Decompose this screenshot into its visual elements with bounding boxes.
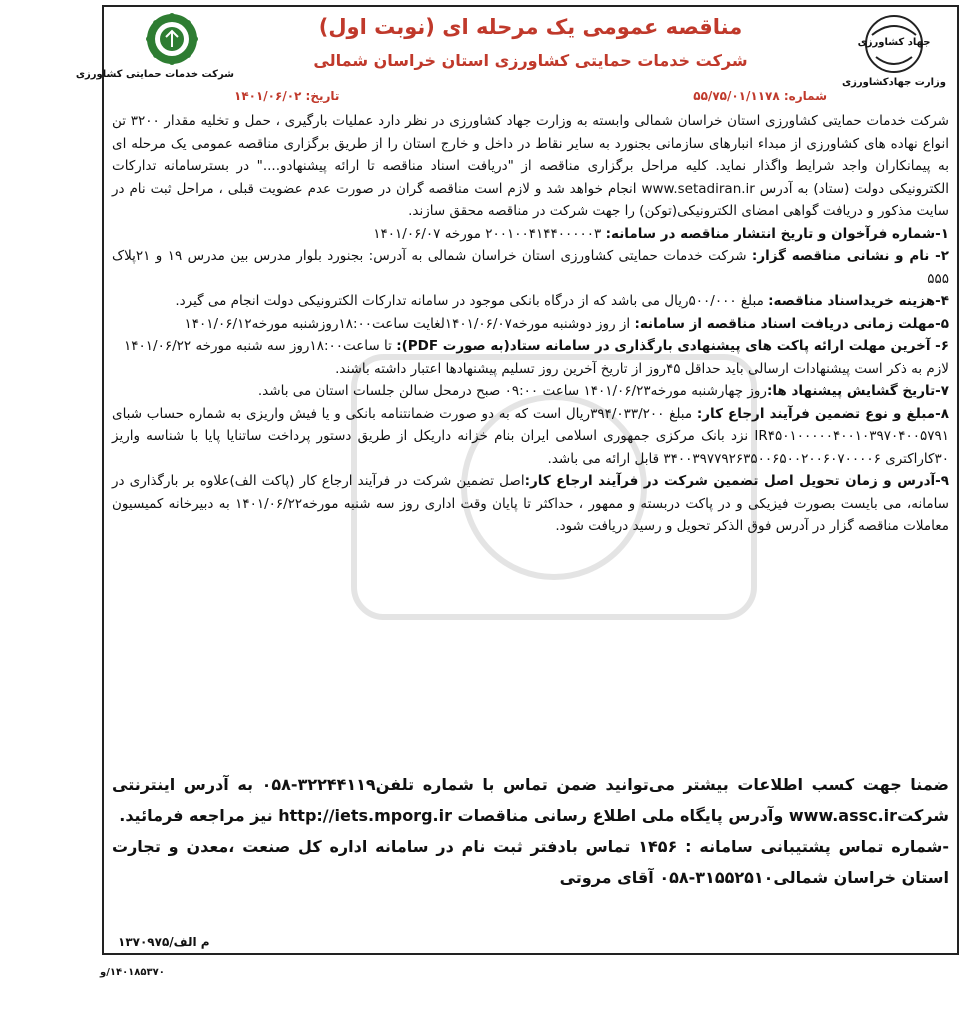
item-4-text: مبلغ ۵۰۰/۰۰۰ریال می باشد که از درگاه بانکی موجود در سامانه تدارکات الکترونیکی دولت انجام می گیرد.: [175, 293, 764, 309]
item-5: [112, 313, 949, 336]
ministry-logo-text: جهاد کشاورزی: [857, 37, 931, 48]
company-logo: [75, 11, 234, 80]
item-7-text: روز چهارشنبه مورخه۱۴۰۱/۰۶/۲۳ ساعت ۰۹:۰۰ صبح درمحل سالن جلسات استان می باشد.: [257, 383, 767, 399]
item-6-text: تا ساعت۱۸:۰۰روز سه شنبه مورخه ۱۴۰۱/۰۶/۲۲: [124, 338, 392, 354]
company-emblem-icon: [144, 11, 200, 67]
item-9-text: اصل تضمین شرکت در فرآیند ارجاع کار (پاکت الف)علاوه بر بارگذاری در سامانه، می بایست بصورت فیزیکی و در پاکت دربسته و ممهور ، حداکثر تا پایان وقت اداری روز سه شنبه مورخه۱۴۰۱/۰۶/۲۲ به دبیرخانه کمیسیون معاملات مناقصه گزار در آدرس فوق الذکر تحویل و رسید دریافت شود.: [112, 473, 949, 534]
item-9: [112, 470, 949, 538]
item-5-text: از روز دوشنبه مورخه۱۴۰۱/۰۶/۰۷لغایت ساعت۱۸:۰۰روزشنبه مورخه۱۴۰۱/۰۶/۱۲: [184, 315, 631, 332]
item-2-label: ۲- نام و نشانی مناقصه گزار:: [751, 248, 949, 264]
support-info: -شماره تماس پشتیبانی سامانه : ۱۴۵۶ تماس بادفتر ثبت نام در سامانه اداره کل صنعت ،معدن و تجارت استان خراسان شمالی۳۱۵۵۲۵۱۰-۰۵۸ آقای مروتی: [112, 837, 950, 887]
item-4-label: ۴-هزینه خریداسناد مناقصه:: [768, 293, 949, 309]
intro-paragraph: شرکت خدمات حمایتی کشاورزی استان خراسان شمالی وابسته به وزارت جهاد کشاورزی در نظر دارد عملیات بارگیری ، حمل و تخلیه مقدار ۳۲۰۰ تن انواع نهاده های کشاورزی از مبداء انبارهای سازمانی بجنورد به سایر نقاط در داخل و خارج استان را از طریق برگزاری مناقصه عمومی یک مرحله ای به پیمانکاران واجد شرایط واگذار نماید. کلیه مراحل برگزاری مناقصه از "دریافت اسناد مناقصه تا ارائه پیشنهادو...." در بسترسامانه تدارکات الکترونیکی دولت (ستاد) به آدرس www.setadiran.ir انجام خواهد شد و لازم است مناقصه گران در صورت عدم عضویت قبلی ، مراحل ثبت نام در سایت مذکور و دریافت گواهی امضای الکترونیکی(توکن) را جهت شرکت در مناقصه محقق سازند.: [112, 113, 950, 219]
item-9-label: ۹-آدرس و زمان تحویل اصل تضمین شرکت در فرآیند ارجاع کار:: [524, 473, 949, 489]
item-8-label: ۸-مبلغ و نوع تضمین فرآیند ارجاع کار:: [696, 405, 949, 422]
contact-info: ضمنا جهت کسب اطلاعات بیشتر می‌توانید ضمن تماس با شماره تلفن۳۲۲۴۴۱۱۹-۰۵۸ به آدرس اینترنتی شرکتwww.assc.ir وآدرس پایگاه ملی اطلاع رسانی مناقصات http://iets.mporg.ir نیز مراجعه فرمائید.: [112, 775, 950, 825]
item-1: [112, 223, 949, 246]
company-logo-caption: شرکت خدمات حمایتی کشاورزی: [75, 69, 234, 80]
footer-number: ۱۴۰۱۸۵۳۷۰/و: [100, 967, 165, 978]
item-7: [112, 380, 949, 403]
announcement-body: [112, 110, 949, 538]
ministry-logo: [839, 13, 949, 88]
item-8-text: مبلغ ۳۹۴/۰۳۳/۲۰۰ریال است که به دو صورت ضمانتنامه بانکی و یا فیش واریزی به شماره حساب شبای IR۴۵۰۱۰۰۰۰۰۴۰۰۱۰۳۹۷۰۴۰۰۵۷۹۱ نزد بانک مرکزی جمهوری اسلامی ایران بنام خزانه داریکل از طریق دستور پرداخت ساتنایا پایا با شناسه واریز ۳۰کاراکتری ۳۴۰۰۳۹۷۷۹۲۶۳۵۰۰۶۵۰۰۲۰۰۶۰۷۰۰۰۰۶ قابل ارائه می باشد.: [112, 405, 949, 467]
validity-note: لازم به ذکر است پیشنهادات ارسالی باید حداقل ۴۵روز از تاریخ آخرین روز تسلیم پیشنهادها اعتبار داشته باشند.: [335, 360, 949, 377]
header: [75, 7, 957, 107]
item-8: [112, 403, 949, 471]
item-4: [112, 290, 949, 313]
item-7-label: ۷-تاریخ گشایش پیشنهاد ها:: [766, 383, 949, 399]
letter-number: شماره: ۵۵/۷۵/۰۱/۱۱۷۸: [693, 89, 827, 103]
contact-section: [112, 769, 949, 893]
item-2-text: شرکت خدمات حمایتی کشاورزی استان خراسان شمالی به آدرس: بجنورد بلوار مدرس بین مدرس ۱۹ و ۲۱پلاک ۵۵۵: [112, 248, 949, 287]
item-5-label: ۵-مهلت زمانی دریافت اسناد مناقصه از سامانه:: [634, 315, 949, 332]
page-subtitle: شرکت خدمات حمایتی کشاورزی استان خراسان شمالی: [313, 51, 748, 70]
publication-code: م الف/۱۳۷۰۹۷۵: [118, 935, 210, 949]
item-6-label: ۶- آخرین مهلت ارائه پاکت های پیشنهادی بارگذاری در سامانه ستاد(به صورت PDF):: [396, 338, 949, 354]
announcement-frame: [75, 5, 959, 955]
letter-date: تاریخ: ۱۴۰۱/۰۶/۰۲: [234, 89, 340, 103]
item-6: [112, 335, 949, 358]
ministry-logo-caption: وزارت جهادکشاورزی: [841, 77, 947, 88]
item-2: [112, 245, 949, 290]
page-title: مناقصه عمومی یک مرحله ای (نوبت اول): [318, 15, 743, 39]
item-1-label: ۱-شماره فرآخوان و تاریخ انتشار مناقصه در سامانه:: [605, 225, 949, 242]
item-1-text: ۲۰۰۱۰۰۴۱۴۴۰۰۰۰۰۳ مورخه ۱۴۰۱/۰۶/۰۷: [373, 225, 602, 242]
